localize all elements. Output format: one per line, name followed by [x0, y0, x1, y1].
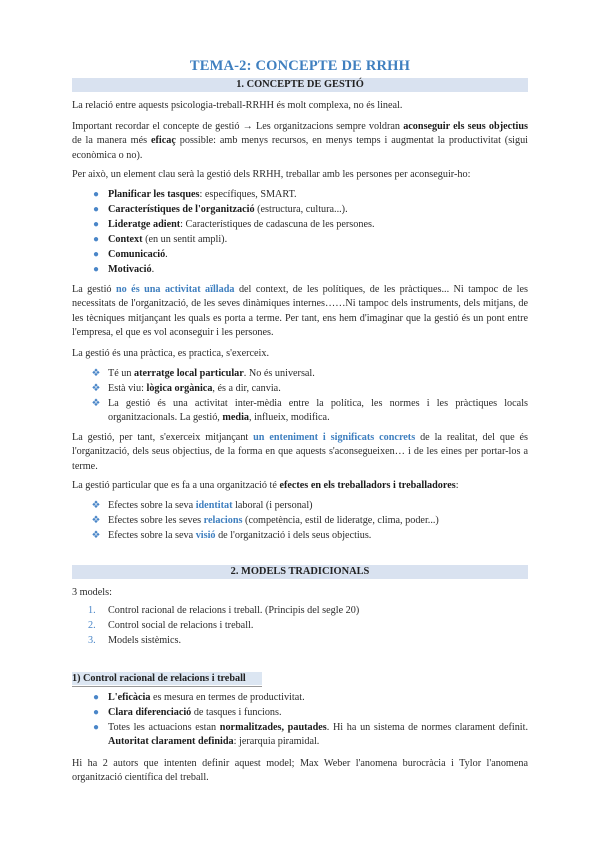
- bullet-icon: ●: [92, 692, 100, 703]
- list-item: Control racional de relacions i treball. (Principis del segle 20): [108, 605, 360, 616]
- paragraph: 3 models:: [72, 587, 112, 598]
- list-item: Motivació.: [108, 264, 155, 275]
- list-item: La gestió és una activitat inter-mèdia entre la política, les normes i les pràctiques locals organitzacionals. La gestió, media, influeix, modifica.: [108, 398, 528, 424]
- subsection-heading: 1) Control racional de relacions i treball: [72, 672, 262, 685]
- list-number: 1.: [88, 605, 96, 616]
- paragraph: La gestió no és una activitat aïllada del context, de les polítiques, de les pràctiques... Ni tampoc de les necessitats de l'organització, de les seves dinàmiques internes……Ni tampoc dels instruments, dels mitjans, de les tècniques mitjançant les quals es porta a terme. Per tant, ens hem d'imaginar que la gestió és un pont entre l'empresa, el que es vol aconseguir i les persones.: [72, 284, 528, 339]
- diamond-bullet-icon: ❖: [91, 530, 101, 541]
- diamond-bullet-icon: ❖: [91, 383, 101, 394]
- bullet-icon: ●: [92, 234, 100, 245]
- list-item: Lideratge adient: Característiques de cadascuna de les persones.: [108, 219, 375, 230]
- paragraph: La gestió és una pràctica, es practica, s'exerceix.: [72, 348, 269, 359]
- bullet-icon: ●: [92, 722, 100, 733]
- diamond-bullet-icon: ❖: [91, 515, 101, 526]
- section-heading-2: 2. MODELS TRADICIONALS: [72, 565, 528, 579]
- list-number: 3.: [88, 635, 96, 646]
- list-item: Efectes sobre la seva visió de l'organització i dels seus objectius.: [108, 530, 372, 541]
- bullet-icon: ●: [92, 204, 100, 215]
- list-item: Models sistèmics.: [108, 635, 182, 646]
- list-item: Context (en un sentit ampli).: [108, 234, 228, 245]
- section-heading-1: 1. CONCEPTE DE GESTIÓ: [72, 78, 528, 92]
- list-item: Té un aterratge local particular. No és universal.: [108, 368, 315, 379]
- list-item: Està viu: lògica orgànica, és a dir, canvia.: [108, 383, 281, 394]
- bullet-icon: ●: [92, 707, 100, 718]
- bullet-icon: ●: [92, 219, 100, 230]
- list-item: Efectes sobre les seves relacions (competència, estil de lideratge, clima, poder...): [108, 515, 439, 526]
- subsection-underline: [72, 686, 262, 687]
- paragraph: La gestió particular que es fa a una organització té efectes en els treballadors i treballadores:: [72, 480, 459, 491]
- paragraph: La relació entre aquests psicologia-treball-RRHH és molt complexa, no és lineal.: [72, 100, 403, 111]
- bullet-icon: ●: [92, 249, 100, 260]
- diamond-bullet-icon: ❖: [91, 500, 101, 511]
- list-item: Efectes sobre la seva identitat laboral (i personal): [108, 500, 313, 511]
- bullet-icon: ●: [92, 264, 100, 275]
- diamond-bullet-icon: ❖: [91, 368, 101, 379]
- list-item: L'eficàcia es mesura en termes de productivitat.: [108, 692, 305, 703]
- list-item: Característiques de l'organització (estructura, cultura...).: [108, 204, 348, 215]
- paragraph: Important recordar el concepte de gestió → Les organitzacions sempre voldran aconseguir els seus objectius de la manera més eficaç possible: amb menys recursos, en menys temps i augmentat la productivitat (sigui econòmica o no).: [72, 121, 529, 161]
- paragraph: La gestió, per tant, s'exerceix mitjançant un enteniment i significats concrets de la realitat, del que és l'organització, dels seus objectius, de la forma en que aquests s'aconsegueixen… i de les eines per portar-los a terme.: [72, 432, 528, 472]
- list-item: Control social de relacions i treball.: [108, 620, 254, 631]
- paragraph: Per això, un element clau serà la gestió dels RRHH, treballar amb les persones per aconseguir-ho:: [72, 169, 471, 180]
- bullet-icon: ●: [92, 189, 100, 200]
- paragraph: Hi ha 2 autors que intenten definir aquest model; Max Weber l'anomena burocràcia i Tylor l'anomena organització científica del treball.: [72, 758, 528, 784]
- list-item: Comunicació.: [108, 249, 168, 260]
- list-item: Clara diferenciació de tasques i funcions.: [108, 707, 282, 718]
- page-title: TEMA-2: CONCEPTE DE RRHH: [189, 58, 411, 74]
- list-item: Planificar les tasques: específiques, SMART.: [108, 189, 297, 200]
- list-number: 2.: [88, 620, 96, 631]
- diamond-bullet-icon: ❖: [91, 398, 101, 409]
- list-item: Totes les actuacions estan normalitzades, pautades. Hi ha un sistema de normes clarament definit. Autoritat clarament definida: jerarquia piramidal.: [108, 722, 528, 748]
